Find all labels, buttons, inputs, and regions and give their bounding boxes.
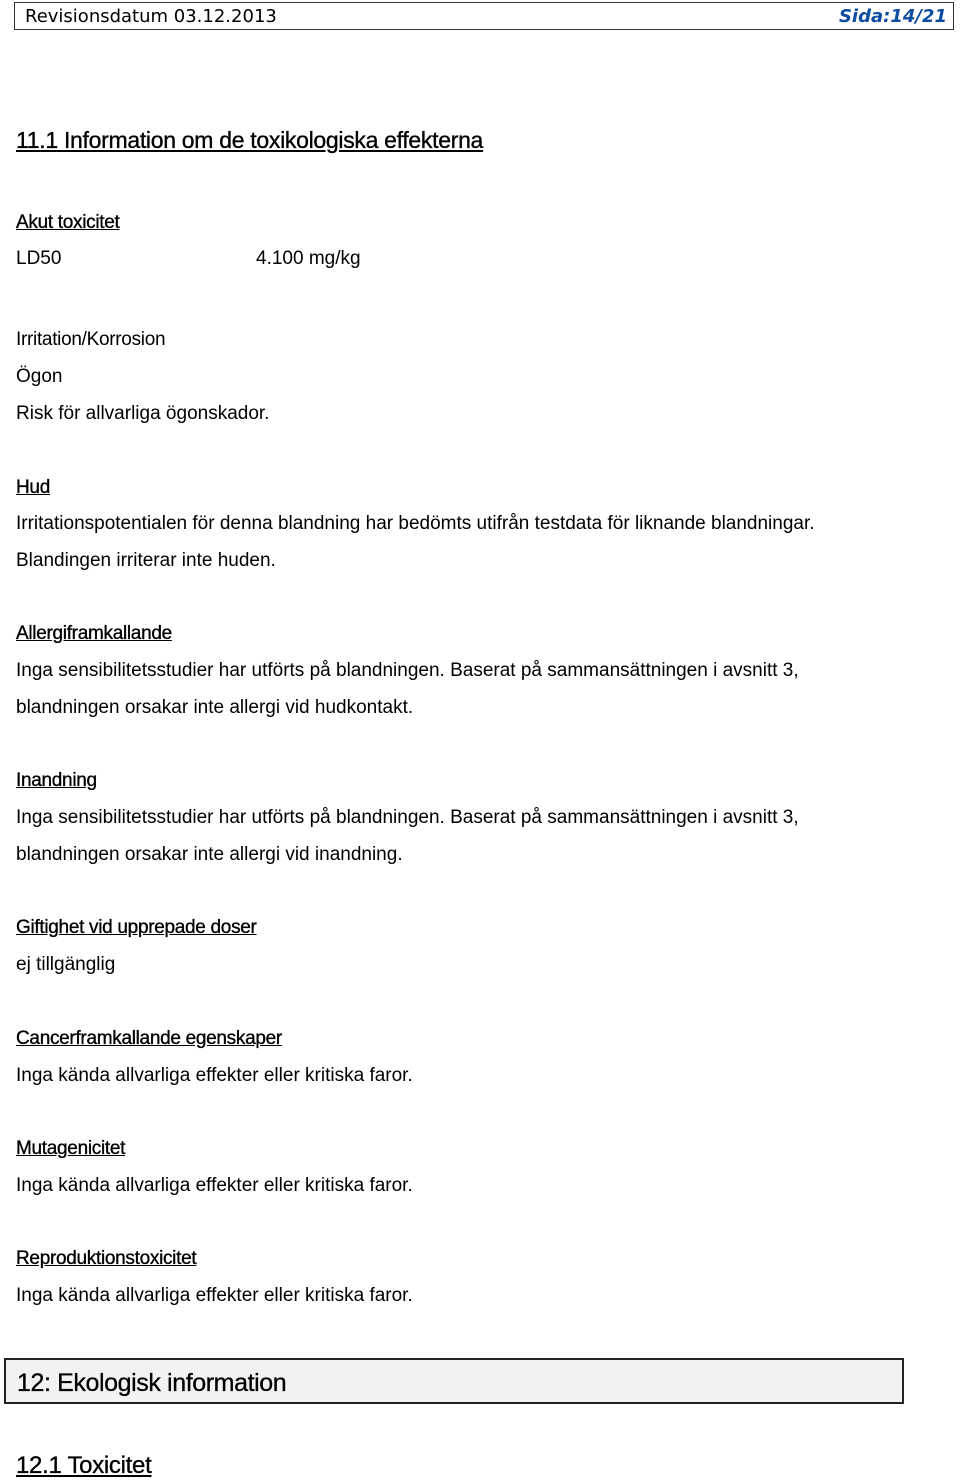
irritation-heading: Irritation/Korrosion — [16, 329, 166, 350]
repeated-dose-heading: Giftighet vid upprepade doser — [16, 917, 257, 938]
eyes-heading: Ögon — [16, 366, 63, 387]
inhalation-heading: Inandning — [16, 770, 97, 791]
mutagenicity-text: Inga kända allvarliga effekter eller kritiska faror. — [16, 1175, 413, 1196]
eyes-text: Risk för allvarliga ögonskador. — [16, 403, 270, 424]
section-12-title: 12: Ekologisk information — [17, 1369, 287, 1397]
inhalation-text-2: blandningen orsakar inte allergi vid inandning. — [16, 844, 403, 865]
page-header — [14, 2, 954, 30]
section-12-1-title: 12.1 Toxicitet — [16, 1452, 152, 1479]
skin-heading: Hud — [16, 477, 50, 498]
allergy-heading: Allergiframkallande — [16, 623, 172, 644]
inhalation-text-1: Inga sensibilitetsstudier har utförts på blandningen. Baserat på sammansättningen i avsnitt 3, — [16, 807, 799, 828]
mutagenicity-heading: Mutagenicitet — [16, 1138, 126, 1159]
carcinogenic-text: Inga kända allvarliga effekter eller kritiska faror. — [16, 1065, 413, 1086]
reproductive-heading: Reproduktionstoxicitet — [16, 1248, 197, 1269]
reproductive-text: Inga kända allvarliga effekter eller kritiska faror. — [16, 1285, 413, 1306]
section-11-1-title: 11.1 Information om de toxikologiska effekterna — [16, 127, 484, 153]
repeated-dose-text: ej tillgänglig — [16, 954, 116, 975]
acute-toxicity-heading: Akut toxicitet — [16, 212, 120, 233]
ld50-value: 4.100 mg/kg — [256, 248, 361, 269]
ld50-label: LD50 — [16, 248, 62, 269]
skin-text-2: Blandingen irriterar inte huden. — [16, 550, 276, 571]
carcinogenic-heading: Cancerframkallande egenskaper — [16, 1028, 282, 1049]
skin-text-1: Irritationspotentialen för denna blandning har bedömts utifrån testdata för liknande blandningar. — [16, 513, 815, 534]
section-12-banner — [4, 1358, 904, 1404]
allergy-text-2: blandningen orsakar inte allergi vid hudkontakt. — [16, 697, 414, 718]
allergy-text-1: Inga sensibilitetsstudier har utförts på blandningen. Baserat på sammansättningen i avsnitt 3, — [16, 660, 799, 681]
page-number: Sida:14/21 — [838, 6, 947, 27]
revision-date: Revisionsdatum 03.12.2013 — [25, 6, 277, 27]
